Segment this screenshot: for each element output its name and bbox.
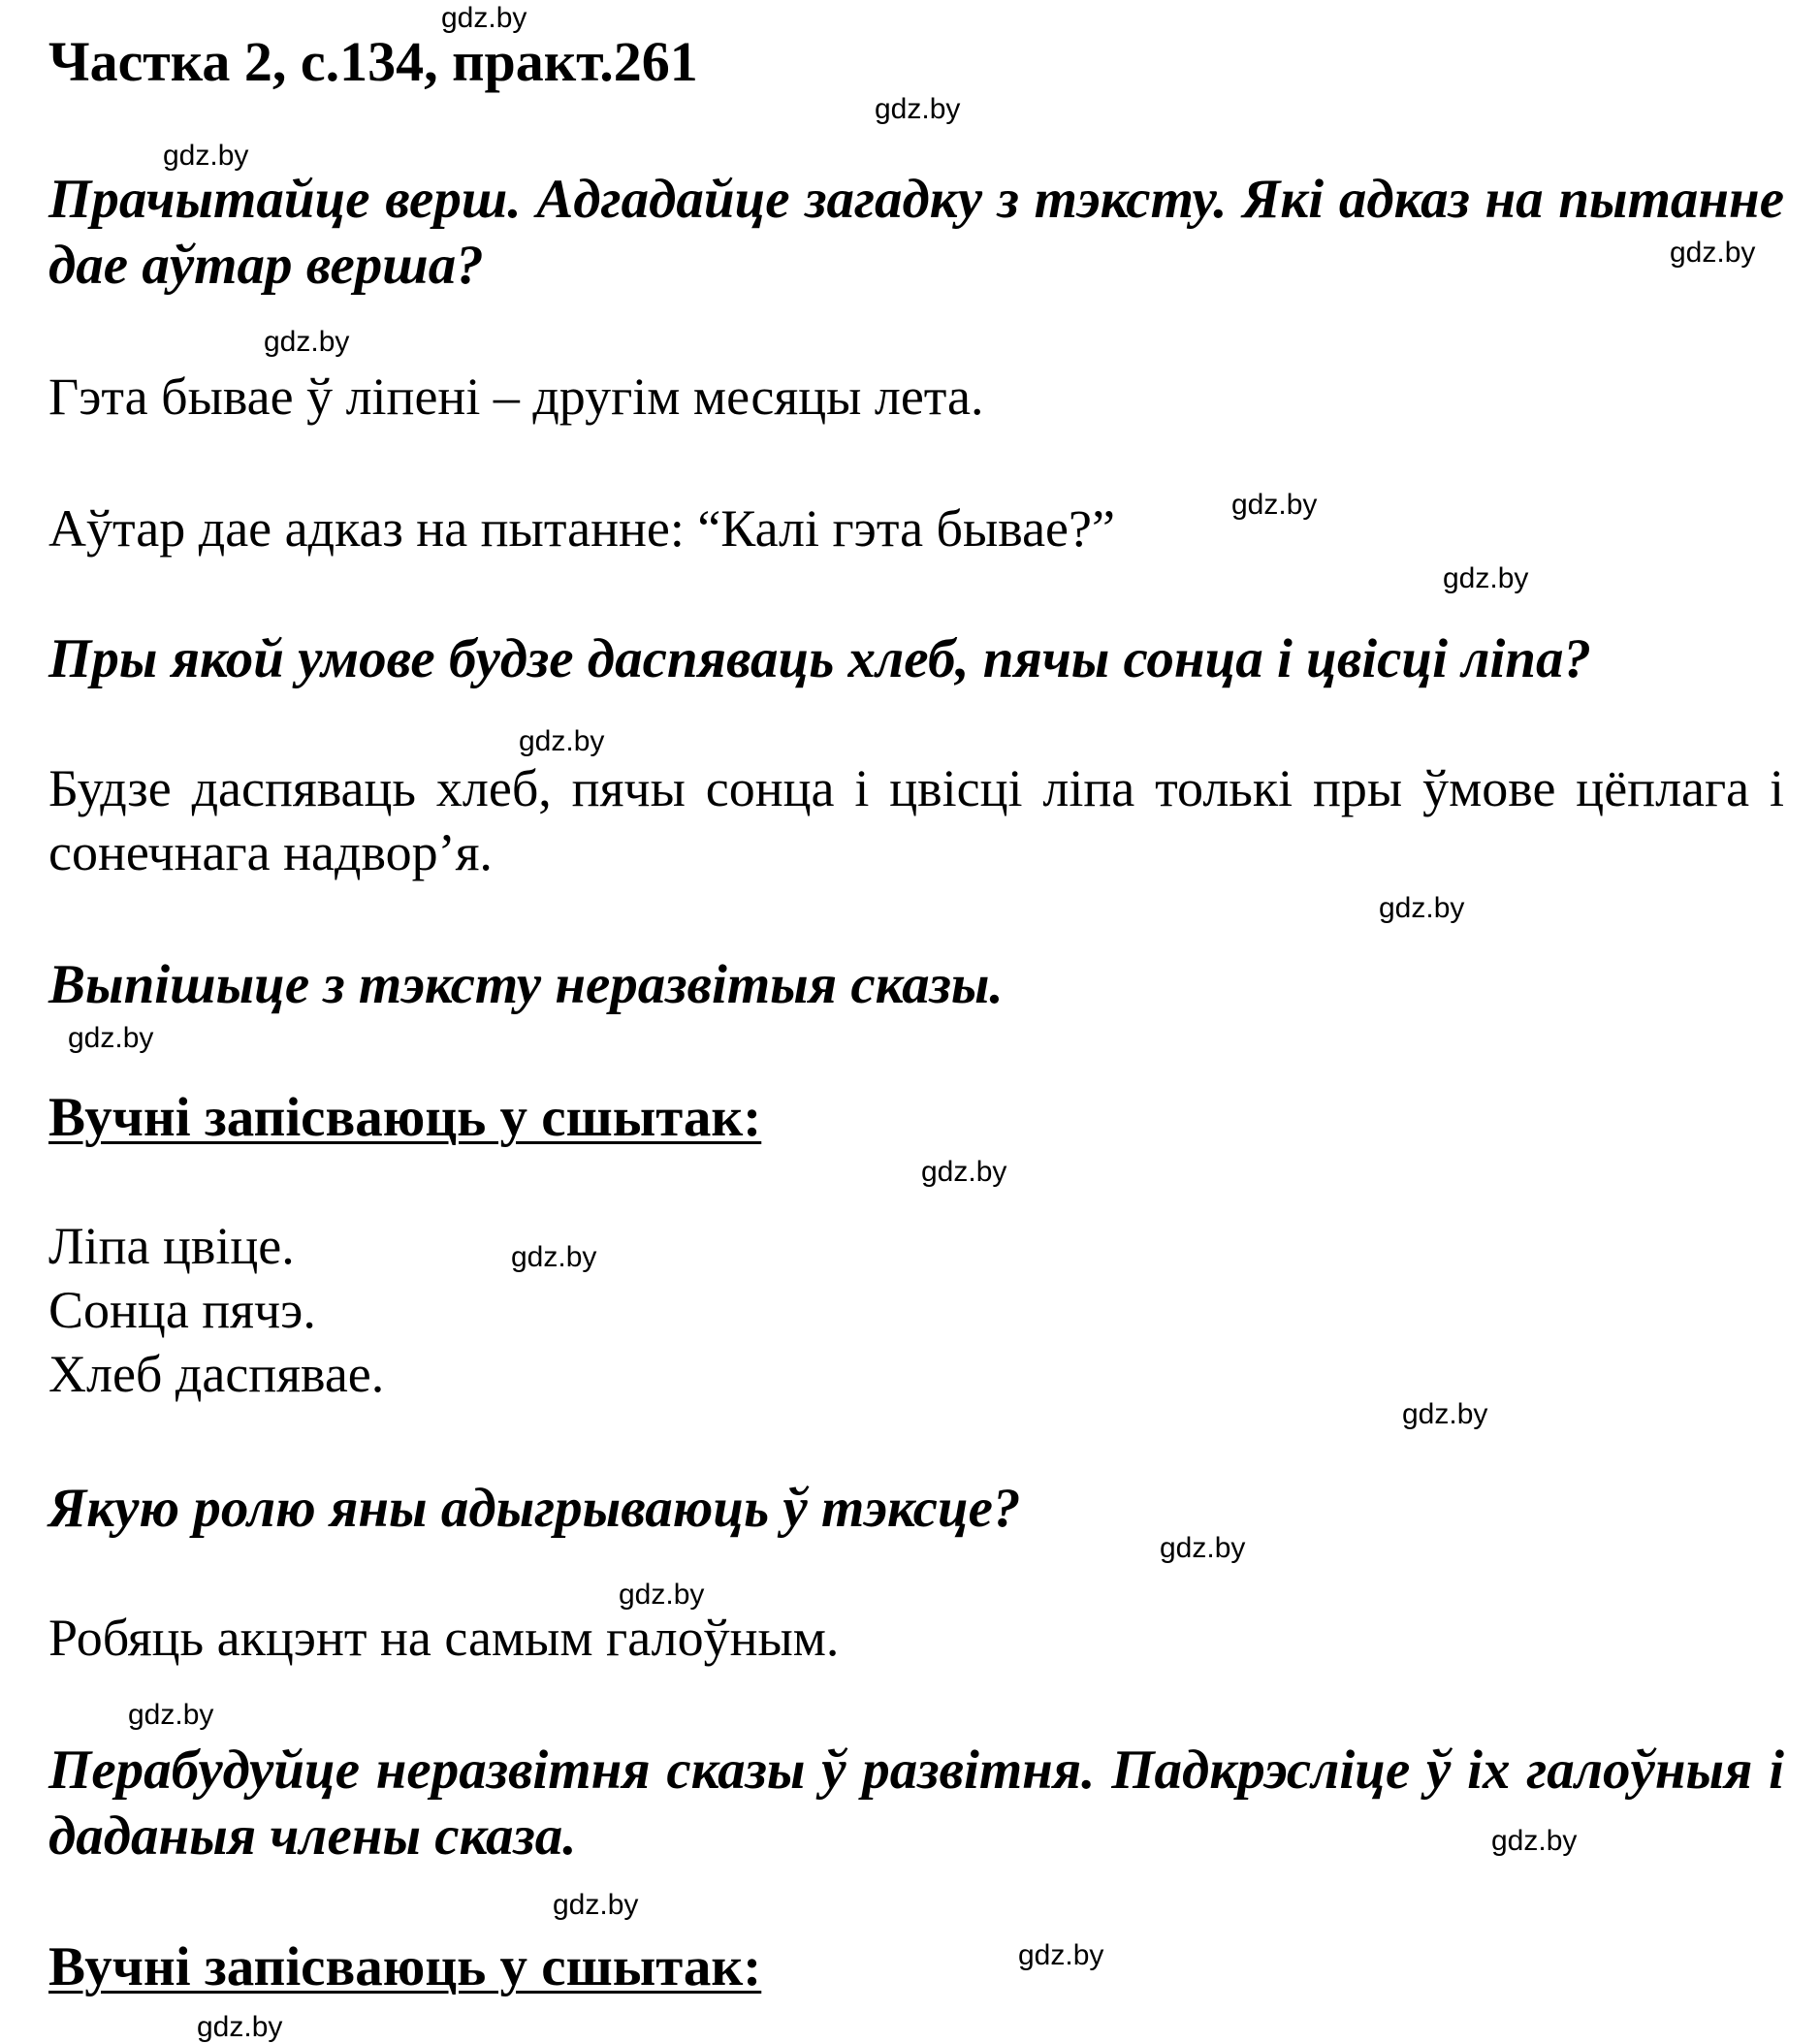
answer-2: Будзе даспяваць хлеб, пячы сонца і цвісці ліпа толькі пры ўмове цёплага і сонечнага надвор’я. [48, 759, 1784, 881]
watermark: gdz.by [1379, 892, 1465, 924]
watermark: gdz.by [128, 1699, 214, 1731]
watermark: gdz.by [1231, 489, 1318, 521]
watermark: gdz.by [619, 1579, 705, 1611]
watermark: gdz.by [519, 725, 605, 757]
question-4: Якую ролю яны адыгрываюць ў тэксце? [48, 1478, 1021, 1539]
watermark: gdz.by [553, 1889, 639, 1921]
watermark: gdz.by [1670, 237, 1756, 269]
answer-1b: Аўтар дае адказ на пытанне: “Калі гэта бывае?” [48, 499, 1115, 558]
notebook-heading-1: Вучні запісваюць у сшытак: [48, 1087, 762, 1148]
watermark: gdz.by [1443, 562, 1529, 594]
sentence-3: Хлеб даспявае. [48, 1345, 385, 1403]
watermark: gdz.by [511, 1241, 597, 1273]
answer-4: Робяць акцэнт на самым галоўным. [48, 1609, 840, 1667]
sentence-2: Сонца пячэ. [48, 1281, 316, 1339]
question-2: Пры якой умове будзе даспяваць хлеб, пячы сонца і цвісці ліпа? [48, 628, 1591, 689]
watermark: gdz.by [921, 1156, 1007, 1188]
watermark: gdz.by [68, 1022, 154, 1054]
watermark: gdz.by [875, 93, 961, 125]
sentence-list [48, 1214, 1784, 1406]
notebook-heading-2: Вучні запісваюць у сшытак: [48, 1936, 762, 1997]
watermark: gdz.by [264, 326, 350, 358]
watermark: gdz.by [1160, 1532, 1246, 1564]
watermark: gdz.by [197, 2011, 283, 2043]
sentence-1: Ліпа цвіце. [48, 1217, 295, 1275]
watermark: gdz.by [1491, 1825, 1578, 1857]
question-5: Перабудуйце неразвітня сказы ў развітня. Падкрэсліце ў іх галоўныя і даданыя члены сказа. [48, 1740, 1784, 1867]
question-1: Прачытайце верш. Адгадайце загадку з тэксту. Які адказ на пытанне дае аўтар верша? [48, 169, 1784, 296]
watermark: gdz.by [1402, 1398, 1488, 1430]
question-3: Выпішыце з тэксту неразвітыя сказы. [48, 954, 1004, 1015]
watermark: gdz.by [441, 2, 527, 34]
watermark: gdz.by [163, 140, 249, 172]
page-title: Частка 2, с.134, практ.261 [48, 30, 698, 93]
answer-1: Гэта бывае ў ліпені – другім месяцы лета. [48, 367, 984, 426]
watermark: gdz.by [1018, 1939, 1104, 1971]
